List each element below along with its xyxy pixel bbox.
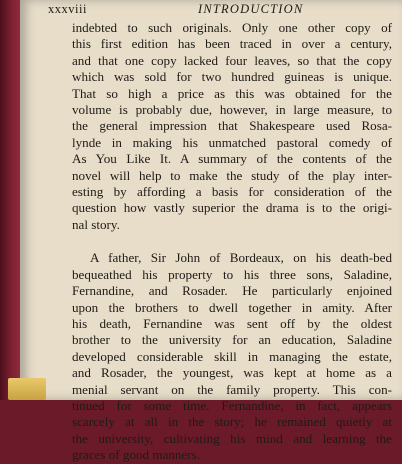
text-line: his death, Fernandine was sent off by the oldest	[72, 315, 392, 331]
text-line: esting by affording a basis for consideration of the	[72, 184, 392, 200]
text-line: this first edition has been traced in over a century,	[72, 36, 392, 52]
text-line: tinued for some time. Fernandine, in fact, appears	[72, 397, 392, 413]
text-line: volume is probably due, however, in large measure, to	[72, 102, 392, 118]
paragraph-2	[72, 250, 392, 463]
text-line: which was sold for two hundred guineas is unique.	[72, 69, 392, 85]
text-line: question how vastly superior the drama is to the origi-	[72, 200, 392, 216]
text-line: indebted to such originals. Only one other copy of	[72, 20, 392, 35]
text-line: menial servant on the family property. This con-	[72, 381, 392, 397]
book-page	[20, 0, 402, 463]
text-line: upon the brothers to dwell together in amity. After	[72, 299, 392, 315]
gilt-page-edge	[8, 378, 46, 400]
text-line: A father, Sir John of Bordeaux, on his death-bed	[90, 250, 392, 266]
running-head: INTRODUCTION	[198, 2, 304, 16]
text-line: Fernandine, and Rosader. He particularly enjoined	[72, 283, 392, 299]
text-line: nal story.	[72, 216, 120, 232]
paragraph-1	[72, 20, 392, 233]
paragraph-gap	[72, 233, 392, 250]
page-number: xxxviii	[48, 2, 87, 16]
page-header	[48, 2, 398, 18]
text-line: That so high a price as this was obtained for the	[72, 85, 392, 101]
book-cover-edge	[0, 0, 20, 400]
text-line: bequeathed his property to his three sons, Saladine,	[72, 266, 392, 282]
text-line: lynde in making his unmatched pastoral comedy of	[72, 134, 392, 150]
text-line: the general impression that Shakespeare used Rosa-	[72, 118, 392, 134]
text-line: graces of good manners.	[72, 447, 200, 463]
page-body	[72, 20, 392, 464]
text-line: novel will help to make the study of the play inter-	[72, 167, 392, 183]
text-line: and Rosader, the youngest, was kept at home as a	[72, 365, 392, 381]
text-line: scarcely at all in the story; he remained quietly at	[72, 414, 392, 430]
text-line: brother to the university for an education, Saladine	[72, 332, 392, 348]
text-line: and that one copy lacked four leaves, so that the copy	[72, 52, 392, 68]
text-line: developed considerable skill in managing the estate,	[72, 348, 392, 364]
text-line: the university, cultivating his mind and learning the	[72, 430, 392, 446]
text-line: As You Like It. A summary of the contents of the	[72, 151, 392, 167]
